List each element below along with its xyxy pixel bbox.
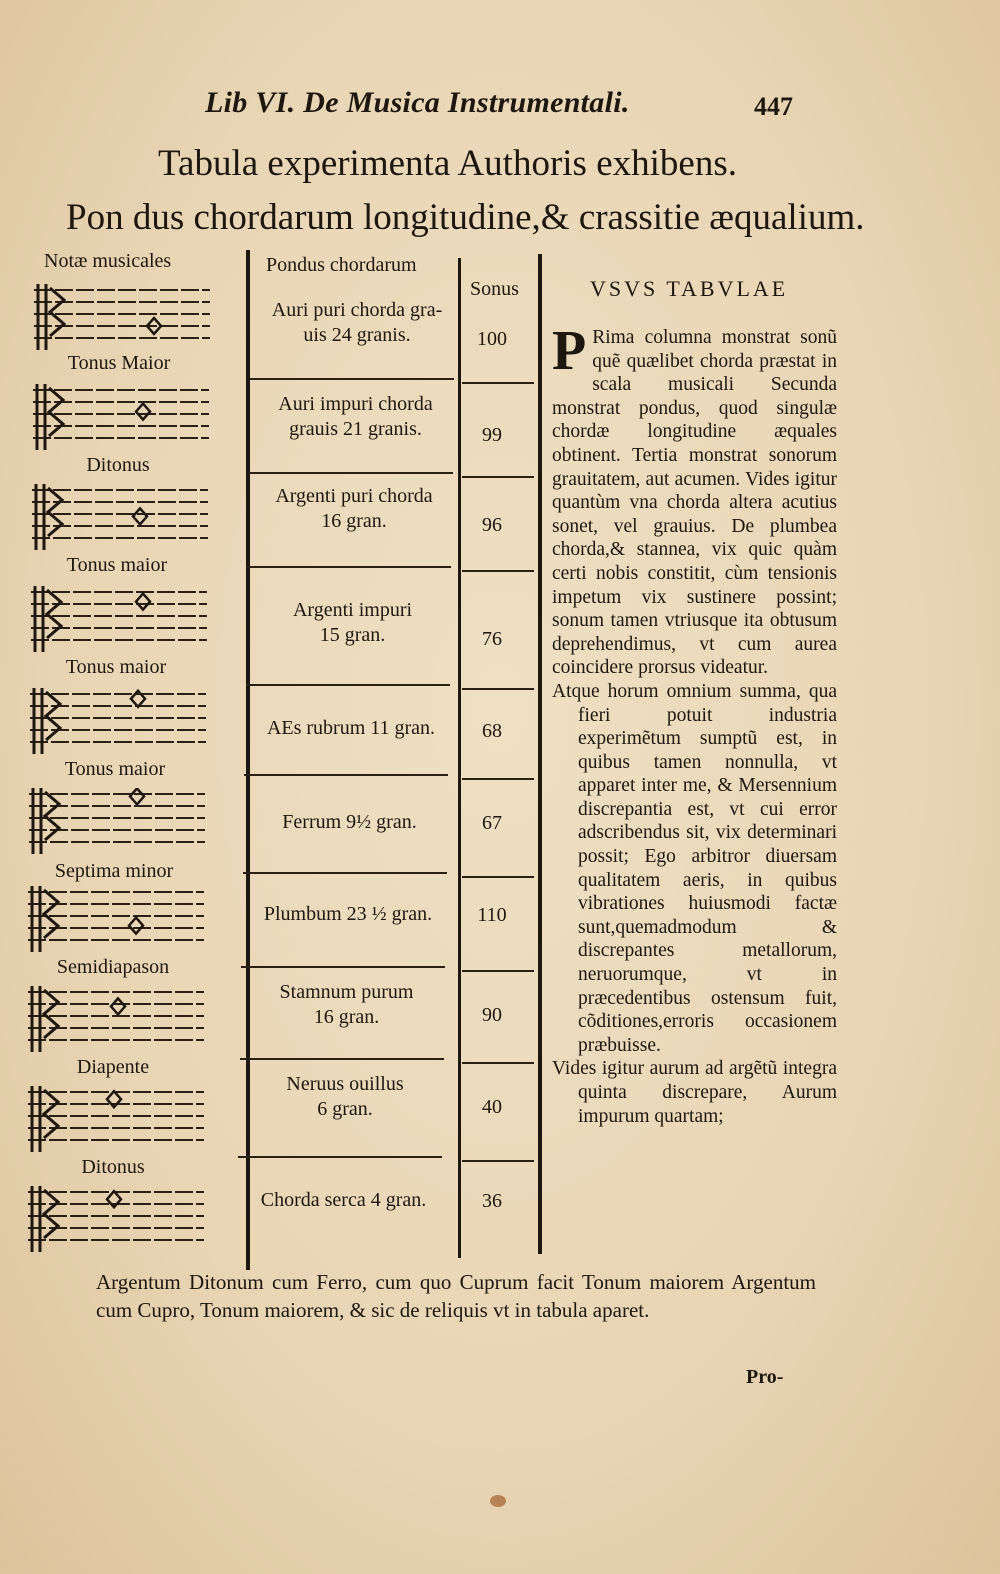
interval-label: Ditonus: [81, 1156, 145, 1178]
table-row-sonus: 76: [482, 628, 502, 650]
music-staff: [19, 788, 209, 858]
table-row-sonus: 36: [482, 1190, 502, 1212]
music-staff: [24, 284, 214, 354]
table-row-pondus: [245, 810, 455, 835]
row-divider: [247, 566, 451, 568]
row-divider: [462, 1062, 534, 1064]
note-icon: [111, 998, 125, 1014]
pondus-line: 6 gran.: [317, 1098, 373, 1120]
clef-icon: [44, 990, 58, 1038]
note-icon: [136, 404, 150, 420]
row-divider: [243, 872, 447, 874]
row-divider: [462, 1160, 534, 1162]
table-title: Tabula experimenta Authoris exhibens.: [158, 143, 737, 184]
page-number: 447: [754, 92, 793, 121]
usus-paragraph-3: Vides igitur aurum ad argẽtũ integra quinta discrepare, Aurum impurum quartam;: [552, 1058, 837, 1127]
interval-label: Diapente: [76, 1056, 150, 1078]
clef-icon: [48, 488, 62, 536]
music-staff: [20, 688, 210, 758]
table-row-pondus: [246, 716, 456, 741]
interval-label: Tonus maior: [64, 758, 166, 780]
table-row-sonus: 67: [482, 812, 502, 834]
table-row-sonus: 68: [482, 720, 502, 742]
usus-text: [552, 320, 837, 1128]
row-divider: [462, 688, 534, 690]
note-icon: [130, 788, 144, 804]
row-divider: [238, 1156, 442, 1158]
music-staff: [18, 986, 208, 1056]
row-divider: [462, 876, 534, 878]
table-row-sonus: 110: [477, 904, 507, 926]
row-divider: [240, 1058, 444, 1060]
clef-icon: [50, 288, 64, 336]
bottom-paragraph: Argentum Ditonum cum Ferro, cum quo Cuprum facit Tonum maiorem Argentum cum Cupro, Tonum maiorem, & sic de reliquis vt in tabula aparet.: [96, 1270, 816, 1322]
row-divider: [244, 774, 448, 776]
table-row-sonus: 40: [482, 1096, 502, 1118]
pondus-line: uis 24 granis.: [303, 324, 411, 346]
row-divider: [250, 378, 454, 380]
interval-label: Septima minor: [54, 860, 174, 882]
pondus-line: grauis 21 granis.: [289, 418, 422, 440]
pondus-line: AEs rubrum 11 gran.: [266, 717, 436, 739]
table-subtitle: Pon dus chordarum longitudine,& crassitie æqualium.: [66, 197, 865, 238]
row-divider: [462, 382, 534, 384]
table-row-pondus: [248, 598, 458, 648]
table-row-pondus: [249, 484, 459, 534]
clef-icon: [44, 1090, 58, 1138]
pondus-line: Argenti puri chorda: [275, 485, 433, 507]
table-row-pondus: [243, 902, 453, 927]
music-staff: [21, 586, 211, 656]
music-staff: [23, 384, 213, 454]
table-row-sonus: 100: [477, 328, 507, 350]
running-head: Lib VI. De Musica Instrumentali.: [205, 86, 630, 119]
usus-paragraph-1: [552, 320, 837, 680]
clef-icon: [44, 890, 58, 938]
drop-cap: P: [552, 320, 587, 382]
row-divider: [249, 472, 453, 474]
row-divider: [462, 778, 534, 780]
interval-label: Tonus maior: [65, 656, 167, 678]
clef-icon: [46, 692, 60, 740]
music-staff: [18, 1086, 208, 1156]
pondus-line: 15 gran.: [319, 624, 386, 646]
col-header-notae: Notæ musicales: [44, 250, 172, 272]
table-row-pondus: [242, 980, 452, 1030]
clef-icon: [49, 388, 63, 436]
pondus-line: Chorda serca 4 gran.: [260, 1189, 427, 1211]
col-header-pondus: Pondus chordarum: [266, 254, 417, 276]
note-icon: [136, 594, 150, 610]
music-staff: [22, 484, 212, 554]
row-divider: [241, 966, 445, 968]
table-rule-right: [538, 254, 542, 1254]
table-row-pondus: [240, 1072, 450, 1122]
interval-label: Tonus Maior: [67, 352, 171, 374]
row-divider: [462, 570, 534, 572]
pondus-line: Auri impuri chorda: [278, 393, 433, 415]
table-row-sonus: 90: [482, 1004, 502, 1026]
interval-label: Ditonus: [86, 454, 150, 476]
table-row-pondus: [251, 392, 461, 442]
col-header-sonus: Sonus: [470, 278, 519, 300]
note-icon: [133, 508, 147, 524]
table-row-pondus: [252, 298, 462, 348]
table-row-sonus: 99: [482, 424, 502, 446]
pondus-line: Neruus ouillus: [286, 1073, 404, 1095]
pondus-line: Stamnum purum: [279, 981, 414, 1003]
table-row-sonus: 96: [482, 514, 502, 536]
music-staff: [18, 1186, 208, 1256]
pondus-line: 16 gran.: [321, 510, 387, 532]
usus-paragraph-1-text: Rima columna monstrat sonũ quẽ quælibet chorda præstat in scala musicali Secunda monstrat pondus, quod singulæ chordæ longitudine æquales obtinent. Tertia monstrat sonorum grauitatem, aut acumen. Vides igitur quantùm vna chorda altera acutius sonet, vel grauius. De plumbea chorda,& stannea, vix quic quàm certi nobis constitit, cùm tensionis impetum vix sustinere possint; sonum tamen vtriusque ita obtusum deprehendimus, vt cum aurea coincidere prorsus videatur.: [552, 327, 837, 679]
usus-paragraph-2: Atque horum omnium summa, qua fieri potuit industria experimẽtum sumptũ est, in quibus tamen nonnulla, vt apparet inter me, & Mersennium discrepantia est, vt cui error adscribendus sit, vix determinari possit; Ego arbitror diuersam qualitatem aeris, in quibus vibrationes huiusmodi factæ sunt,quemadmodum & discrepantes metallorum, neruorumque, vt in præcedentibus ostensum fuit, cõditiones,erroris occasionem præbuisse.: [552, 680, 837, 1056]
interval-label: Semidiapason: [56, 956, 170, 978]
clef-icon: [45, 792, 59, 840]
music-staff: [18, 886, 208, 956]
pondus-line: Plumbum 23 ½ gran.: [263, 903, 433, 925]
clef-icon: [47, 590, 61, 638]
pondus-line: Ferrum 9½ gran.: [282, 811, 417, 833]
usus-title: VSVS TABVLAE: [590, 276, 789, 301]
ink-stain: [490, 1495, 506, 1507]
note-icon: [129, 918, 143, 934]
interval-label: Tonus maior: [66, 554, 168, 576]
pondus-line: 16 gran.: [313, 1006, 380, 1028]
pondus-line: Auri puri chorda gra-: [271, 299, 443, 321]
row-divider: [462, 476, 534, 478]
row-divider: [462, 970, 534, 972]
row-divider: [246, 684, 450, 686]
clef-icon: [44, 1190, 58, 1238]
pondus-line: Argenti impuri: [292, 599, 413, 621]
catchword: Pro-: [746, 1366, 784, 1388]
table-row-pondus: [239, 1188, 449, 1213]
